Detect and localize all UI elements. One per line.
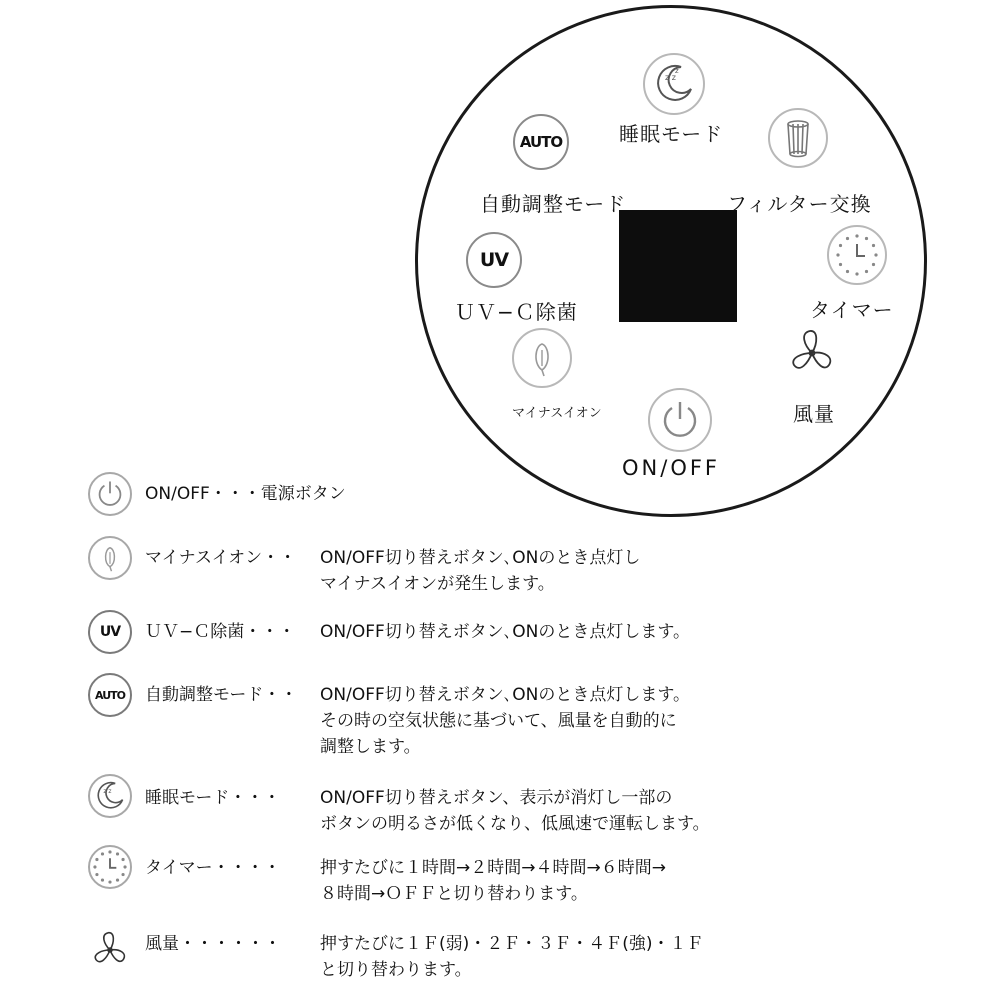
svg-text:z z: z z <box>665 73 676 82</box>
legend-desc-line: ボタンの明るさが低くなり、低風速で運転します。 <box>320 814 710 834</box>
display-screen <box>619 210 737 322</box>
legend-icon-power <box>88 472 132 516</box>
uv-icon: UV <box>479 249 509 271</box>
legend-name-auto: 自動調整モード・・ <box>145 685 298 705</box>
legend-desc-fan <box>320 932 704 984</box>
power-icon <box>94 478 126 510</box>
fan-icon <box>88 928 132 972</box>
moon-icon <box>651 61 697 107</box>
sleep-button[interactable] <box>643 53 705 115</box>
legend-icon-fan <box>86 926 134 974</box>
legend-desc-line: と切り替わります。 <box>320 960 472 980</box>
fan-icon <box>784 325 840 381</box>
legend-name-fan: 風量・・・・・・ <box>145 934 281 954</box>
ion-label: マイナスイオン <box>512 406 602 421</box>
auto-button[interactable] <box>513 114 569 170</box>
legend-desc-line: 押すたびに１Ｆ(弱)・２Ｆ・３Ｆ・４Ｆ(強)・１Ｆ <box>320 934 704 954</box>
legend-name-power: ON/OFF・・・電源ボタン <box>145 484 346 504</box>
legend-icon-timer <box>88 845 132 889</box>
timer-button[interactable] <box>827 225 887 285</box>
power-button[interactable] <box>648 388 712 452</box>
moon-icon <box>93 779 127 813</box>
uv-icon: UV <box>99 624 121 640</box>
legend-desc-line: 調整します。 <box>320 737 421 757</box>
legend-desc-line: マイナスイオンが発生します。 <box>320 574 555 594</box>
legend-name-uv: ＵＶ−Ｃ除菌・・・ <box>145 622 296 642</box>
power-icon <box>657 397 703 443</box>
ion-icon <box>527 338 557 378</box>
legend-desc-ion <box>320 546 640 598</box>
legend-desc-uv <box>320 620 690 646</box>
fan-button[interactable] <box>784 325 840 381</box>
timer-label: タイマー <box>810 298 894 322</box>
legend-desc-line: ON/OFF切り替えボタン、表示が消灯し一部の <box>320 788 673 808</box>
legend-desc-line: ON/OFF切り替えボタン､ONのとき点灯します。 <box>320 685 690 705</box>
clock-icon <box>91 848 129 886</box>
legend-desc-line: その時の空気状態に基づいて、風量を自動的に <box>320 711 677 731</box>
filter-label: フィルター交換 <box>727 192 872 216</box>
legend-desc-line: ON/OFF切り替えボタン､ONのとき点灯し <box>320 548 641 568</box>
legend-desc-line: ８時間→ＯＦＦと切り替わります。 <box>320 884 588 904</box>
filter-icon <box>781 118 815 158</box>
legend-name-ion: マイナスイオン・・ <box>145 548 297 568</box>
power-label: ON/OFF <box>622 456 721 480</box>
legend-name-sleep: 睡眠モード・・・ <box>145 788 281 808</box>
svg-text:z z: z z <box>103 789 112 796</box>
svg-text:z: z <box>675 67 679 75</box>
ion-icon <box>99 543 121 573</box>
legend-icon-ion <box>88 536 132 580</box>
uv-label: ＵＶ−Ｃ除菌 <box>455 300 578 324</box>
legend-desc-line: 押すたびに１時間→２時間→４時間→６時間→ <box>320 858 666 878</box>
legend-desc-line: ON/OFF切り替えボタン､ONのとき点灯します。 <box>320 622 690 642</box>
legend-icon-uv <box>88 610 132 654</box>
legend-desc-timer <box>320 856 666 908</box>
legend-desc-sleep <box>320 786 710 838</box>
sleep-label: 睡眠モード <box>619 122 724 146</box>
auto-label: 自動調整モード <box>480 192 627 216</box>
filter-button[interactable] <box>768 108 828 168</box>
auto-icon: AUTO <box>95 688 125 702</box>
ion-button[interactable] <box>512 328 572 388</box>
clock-icon <box>833 231 881 279</box>
legend-name-timer: タイマー・・・・ <box>145 858 281 878</box>
uv-button[interactable] <box>466 232 522 288</box>
legend-icon-sleep <box>88 774 132 818</box>
legend-desc-auto <box>320 683 690 761</box>
auto-icon: AUTO <box>519 133 563 151</box>
fan-label: 風量 <box>793 402 835 426</box>
legend-icon-auto <box>88 673 132 717</box>
